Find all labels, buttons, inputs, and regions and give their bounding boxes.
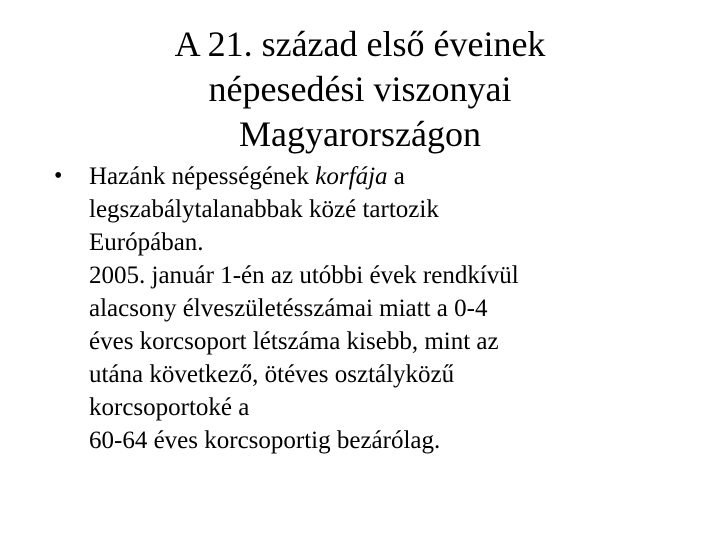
bullet-line-4: 2005. január 1-én az utóbbi évek rendkívül — [89, 262, 519, 289]
title-line-2: népesedési viszonyai — [208, 69, 512, 109]
bullet-line-1-end: a — [387, 163, 405, 190]
bullet-line-7: utána következő, ötéves osztályközű — [89, 361, 455, 388]
slide-title — [60, 22, 660, 157]
bullet-line-8: korcsoportoké a — [89, 394, 250, 421]
title-line-1: A 21. század első éveinek — [174, 24, 546, 64]
bullet-marker: • — [54, 163, 63, 189]
bullet-line-1-start: Hazánk népességének — [89, 163, 316, 190]
bullet-line-6: éves korcsoport létszáma kisebb, mint az — [89, 328, 499, 355]
title-line-3: Magyarországon — [239, 114, 481, 154]
bullet-line-3: Európában. — [89, 229, 204, 256]
bullet-text — [89, 160, 689, 457]
bullet-line-2: legszabálytalanabbak közé tartozik — [89, 196, 439, 223]
bullet-line-1 — [89, 160, 689, 193]
bullet-line-9: 60-64 éves korcsoportig bezárólag. — [89, 427, 441, 454]
korfaja-term: korfája — [315, 163, 388, 190]
bullet-line-5: alacsony élveszületésszámai miatt a 0-4 — [89, 295, 488, 322]
